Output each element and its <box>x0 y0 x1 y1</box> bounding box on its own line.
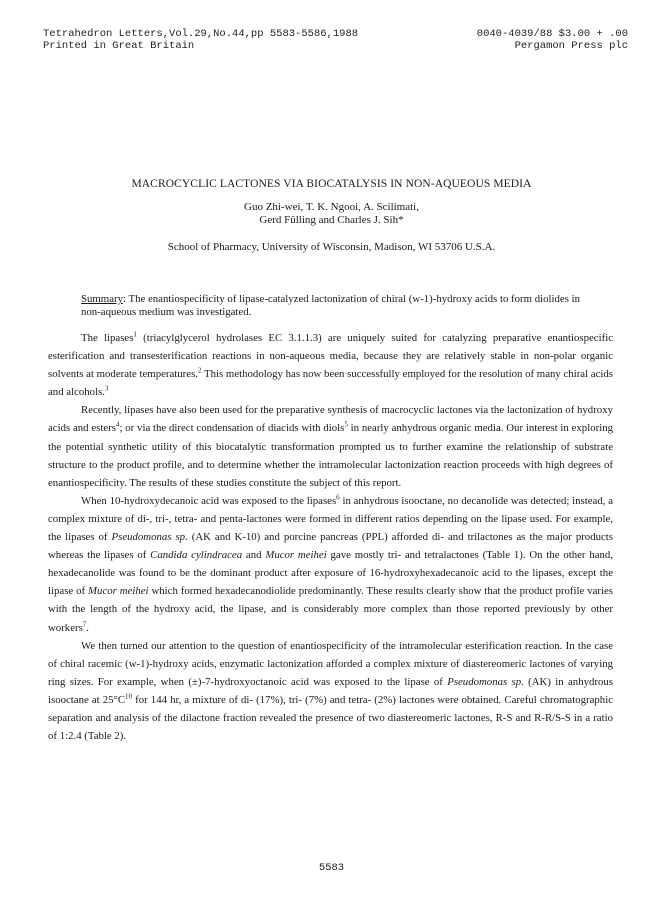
p2-text-c: in nearly anhydrous organic media. Our interest in exploring the potential synthetic utility of this biocatalytic transformation prompted us to further examine the relationship of substrate structure to the product profile, and to determine whether the intramolecular lactonization reaction proceeds with high degrees of enantiospecificity. The results of these studies constitute the subject of this report. <box>48 422 613 489</box>
p3-text-d: and <box>242 549 266 562</box>
ref-6: 6 <box>336 493 340 502</box>
paragraph-3 <box>48 492 613 637</box>
paragraph-1 <box>48 329 613 401</box>
p3-text-f: which formed hexadecanodiolide predominantly. These results clearly show that the product profile varies with the length of the hydroxy acid, the lipase, and is considerably more complex than those reported previously by other workers <box>48 585 613 634</box>
p3-species-1: Pseudomonas sp. <box>111 531 188 544</box>
p3-text-g: . <box>86 621 89 634</box>
p1-text-a: The lipases <box>81 332 134 344</box>
p3-text-e: gave mostly tri- and tetralactones (Table 1). On the other hand, hexadecanolide was found to be the dominant product after exposure of 16-hydroxyhexadecanoic acid to the lipases, except the lipase of <box>48 549 614 598</box>
p3-text-a: When 10-hydroxydecanoic acid was exposed to the lipases <box>81 494 337 507</box>
ref-1: 1 <box>133 330 137 339</box>
p3-species-2: Candida cylindracea <box>150 549 243 562</box>
paragraph-2 <box>48 401 613 491</box>
p2-text-b: ; or via the direct condensation of diacids with diols <box>119 422 345 435</box>
price-code: 0040-4039/88 $3.00 + .00 <box>476 28 628 40</box>
p4-species-1: Pseudomonas sp. <box>447 675 524 688</box>
p3-species-3: Mucor meihei <box>265 549 327 562</box>
author-list <box>0 201 663 227</box>
summary-block <box>81 293 591 318</box>
running-header <box>43 28 628 52</box>
p1-text-b: (triacylglycerol hydrolases EC 3.1.1.3) are uniquely suited for catalyzing preparative enantiospecific esterification and transesterification reactions in non-aqueous media, because they are relatively stable in non-polar organic solvents at moderate temperatures. <box>48 332 613 381</box>
ref-2: 2 <box>197 366 202 375</box>
ref-7: 7 <box>82 619 87 628</box>
p3-text-c: (AK and K-10) and porcine pancreas (PPL) afforded di- and trilactones as the major products whereas the lipases of <box>48 531 613 562</box>
ref-4: 4 <box>115 420 120 429</box>
p4-text-a: We then turned our attention to the question of enantiospecificity of the intramolecular esterification reaction. In the case of chiral racemic (w-1)-hydroxy acids, enzymatic lactonization afforded a complex mixture of diastereomeric lactones of varying ring sizes. For example, when (±)-7-hydroxyoctanoic acid was exposed to the lipase of <box>48 639 613 688</box>
page-number: 5583 <box>318 862 345 874</box>
paragraph-4 <box>48 637 613 746</box>
ref-3: 3 <box>104 384 109 393</box>
printed-location: Printed in Great Britain <box>43 40 195 52</box>
authors-line-2: Gerd Fülling and Charles J. Sih* <box>259 214 404 226</box>
affiliation: School of Pharmacy, University of Wisconsin, Madison, WI 53706 U.S.A. <box>167 241 496 253</box>
p2-text-a: Recently, lipases have also been used for the preparative synthesis of macrocyclic lactones via the lactonization of hydroxy acids and esters <box>48 404 613 435</box>
article-body <box>48 329 613 745</box>
p3-species-4: Mucor meihei <box>88 585 149 598</box>
authors-line-1: Guo Zhi-wei, T. K. Ngooi, A. Scilimati, <box>244 201 419 213</box>
summary-label: Summary <box>81 293 123 305</box>
summary-text: : The enantiospecificity of lipase-catalyzed lactonization of chiral (w-1)-hydroxy acids to form diolides in non-aqueous medium was investigated. <box>81 293 581 318</box>
publisher: Pergamon Press plc <box>514 40 628 52</box>
journal-citation: Tetrahedron Letters,Vol.29,No.44,pp 5583-5586,1988 <box>43 28 359 40</box>
ref-10: 10 <box>125 692 133 701</box>
p1-text-c: This methodology has now been successfully employed for the resolution of many chiral acids and alcohols. <box>48 368 613 399</box>
ref-5: 5 <box>344 420 348 429</box>
p4-text-c: for 144 hr, a mixture of di- (17%), tri- (7%) and tetra- (2%) lactones were obtained. Careful chromatographic separation and analysis of the dilactone fraction revealed the presence of two diastereomeric lactones, R-S and R-R/S-S in a ratio of 1:2.4 (Table 2). <box>48 693 613 743</box>
p3-text-b: in anhydrous isooctane, no decanolide was detected; instead, a complex mixture of di-, tri-, tetra- and penta-lactones were formed in different ratios depending on the lipase used. For example, the lipases of <box>48 494 613 544</box>
p4-text-b: (AK) in anhydrous isooctane at 25°C <box>48 675 613 706</box>
article-title: MACROCYCLIC LACTONES VIA BIOCATALYSIS IN NON-AQUEOUS MEDIA <box>131 178 532 190</box>
